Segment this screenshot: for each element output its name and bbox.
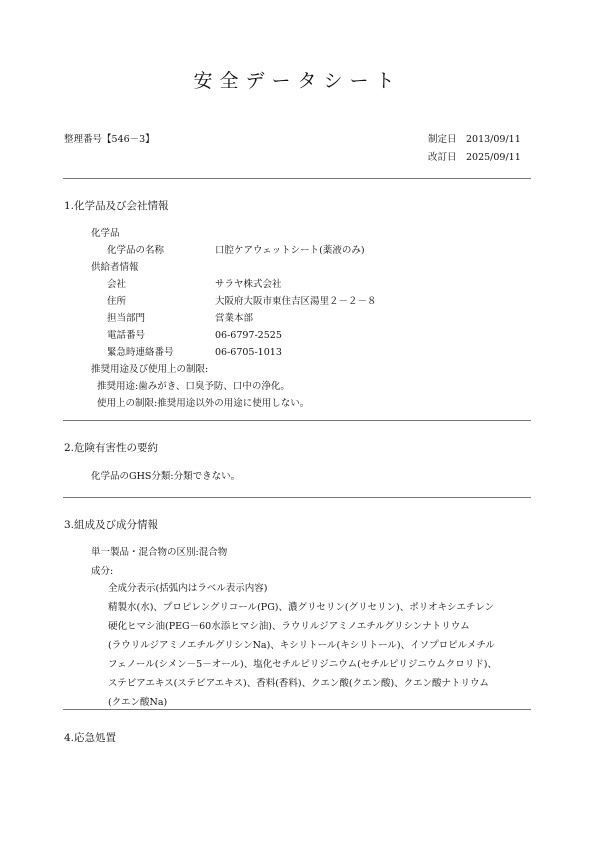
section3-heading: 3.組成及び成分情報 — [64, 519, 159, 531]
document-number: 整理番号【546－3】 — [64, 134, 155, 145]
usage-label: 推奨用途及び使用上の制限: — [91, 364, 209, 375]
supplier-phone-row — [107, 330, 282, 341]
product-classification: 単一製品・混合物の区別:混合物 — [91, 547, 228, 558]
product-name-value: 口腔ケアウェットシート(薬液のみ) — [215, 245, 365, 256]
supplier-label: 供給者情報 — [91, 262, 139, 273]
ingredients-line: 全成分表示(括弧内はラベル表示内容) — [108, 583, 268, 594]
product-name-label: 化学品の名称 — [107, 245, 165, 256]
divider — [63, 420, 531, 421]
ingredients-line: 精製水(水)、プロピレングリコール(PG)、濃グリセリン(グリセリン)、ポリオキシエチレン — [108, 602, 495, 613]
divider — [63, 709, 531, 710]
page-title: 安全データシート — [193, 70, 402, 92]
ingredients-line: (ラウリルジアミノエチルグリシンNa)、キシリトール(キシリトール)、イソプロピルメチル — [108, 640, 495, 651]
supplier-emergency-row — [107, 347, 282, 358]
supplier-company-row — [107, 279, 282, 290]
ingredients-line: ステビアエキス(ステビアエキス)、香料(香料)、クエン酸(クエン酸)、クエン酸ナトリウム — [108, 678, 489, 689]
supplier-phone-label: 電話番号 — [107, 330, 146, 341]
supplier-company-value: サラヤ株式会社 — [215, 279, 282, 290]
supplier-address-label: 住所 — [107, 296, 127, 307]
supplier-emergency-label: 緊急時連絡番号 — [107, 347, 174, 358]
ingredients-label: 成分: — [91, 566, 114, 577]
ingredients-list — [108, 583, 497, 716]
supplier-department-label: 担当部門 — [107, 313, 146, 324]
ingredients-line: フェノール(シメン－5－オール)、塩化セチルピリジニウム(セチルピリジニウムクロリド)、 — [108, 659, 497, 670]
supplier-company-label: 会社 — [107, 279, 127, 290]
chemical-label: 化学品 — [91, 228, 120, 239]
recommended-use: 推奨用途:歯みがき、口臭予防、口中の浄化。 — [97, 381, 290, 392]
supplier-department-row — [107, 313, 253, 324]
divider — [63, 497, 531, 498]
product-name-row — [107, 245, 365, 256]
ingredients-line: (クエン酸Na) — [108, 697, 168, 708]
ingredients-line: 硬化ヒマシ油(PEG－60水添ヒマシ油)、ラウリルジアミノエチルグリシンナトリウム — [108, 621, 470, 632]
revised-date-value: 2025/09/11 — [466, 152, 521, 163]
established-date-label: 制定日 — [428, 134, 457, 145]
ghs-classification: 化学品のGHS分類:分類できない。 — [91, 471, 241, 482]
supplier-address-row — [107, 296, 377, 307]
revised-date-label: 改訂日 — [428, 152, 457, 163]
divider — [63, 178, 531, 179]
established-date-row — [428, 134, 521, 152]
section4-heading: 4.応急処置 — [64, 732, 117, 744]
section1-heading: 1.化学品及び会社情報 — [64, 200, 169, 212]
established-date-value: 2013/09/11 — [466, 134, 521, 145]
supplier-department-value: 営業本部 — [215, 313, 254, 324]
supplier-address-value: 大阪府大阪市東住吉区湯里２－２－８ — [215, 296, 377, 307]
revised-date-row — [428, 152, 521, 170]
section2-heading: 2.危険有害性の要約 — [64, 442, 159, 454]
use-restriction: 使用上の制限:推奨用途以外の用途に使用しない。 — [97, 398, 310, 409]
date-block — [428, 134, 521, 170]
supplier-phone-value: 06-6797-2525 — [215, 330, 282, 341]
supplier-emergency-value: 06-6705-1013 — [215, 347, 282, 358]
